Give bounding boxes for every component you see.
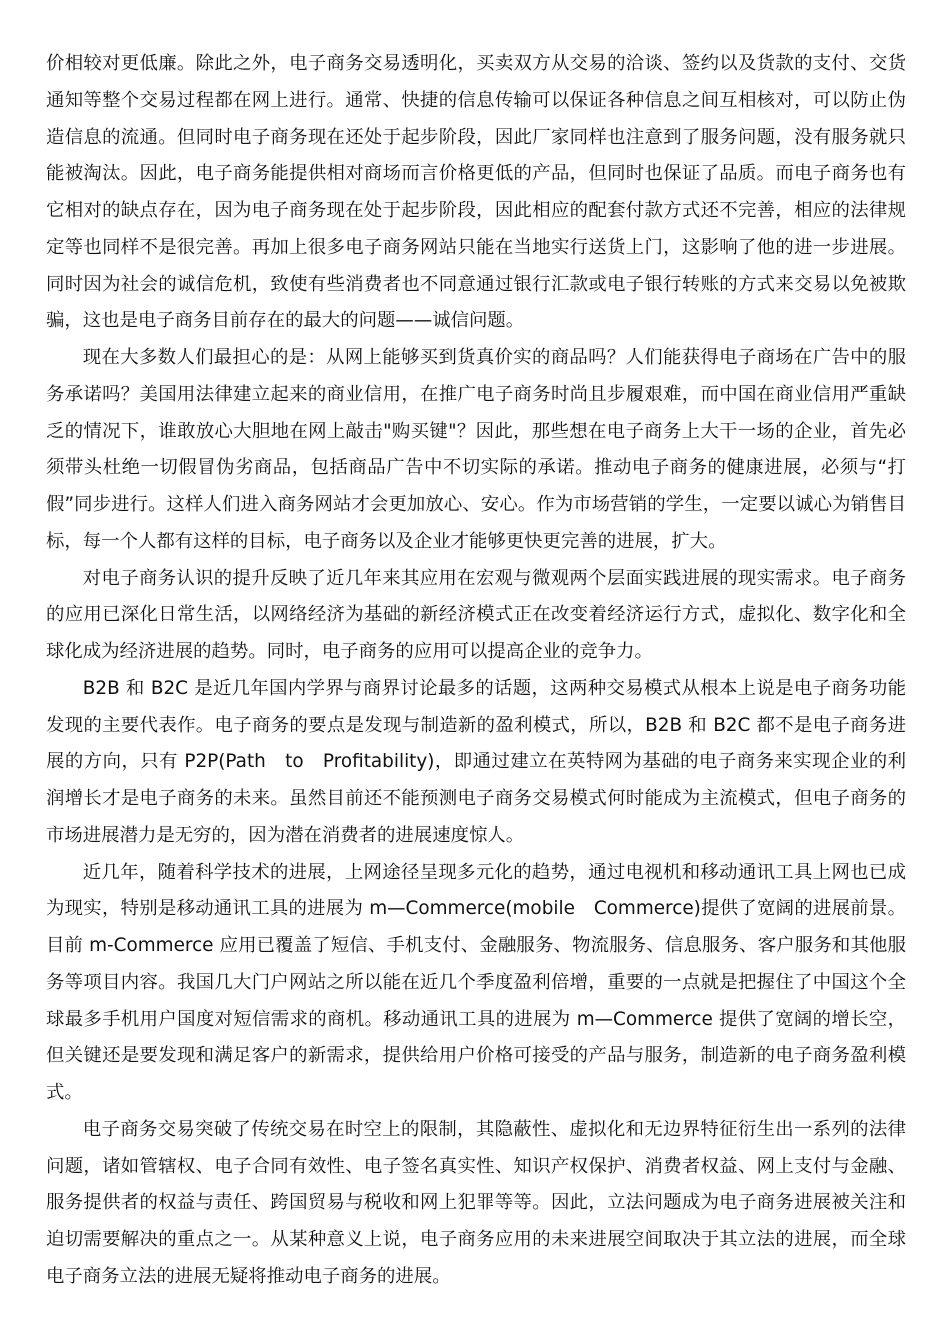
paragraph-ecommerce-application: 对电子商务认识的提升反映了近几年来其应用在宏观与微观两个层面实践进展的现实需求。电子商务的应用已深化日常生活，以网络经济为基础的新经济模式正在改变着经济运行方式，虚拟化、数字化和全球化成为经济进展的趋势。同时，电子商务的应用可以提高企业的竞争力。 [46, 567, 906, 662]
paragraph-mobile-commerce: 近几年，随着科学技术的进展，上网途径呈现多元化的趋势，通过电视机和移动通讯工具上网也已成为现实，特别是移动通讯工具的进展为 m—Commerce(mobile Commerce)提供了宽阔的进展前景。目前 m-Commerce 应用已覆盖了短信、手机支付、金融服务、物流服务、信息服务、客户服务和其他服务等项目内容。我国几大门户网站之所以能在近几个季度盈利倍增，重要的一点就是把握住了中国这个全球最多手机用户国度对短信需求的商机。移动通讯工具的进展为 m—Commerce 提供了宽阔的增长空，但关键还是要发现和满足客户的新需求，提供给用户价格可接受的产品与服务，制造新的电子商务盈利模式。 [46, 861, 906, 1103]
paragraph-continued: 价相较对更低廉。除此之外，电子商务交易透明化，买卖双方从交易的洽谈、签约以及货款的支付、交货通知等整个交易过程都在网上进行。通常、快捷的信息传输可以保证各种信息之间互相核对，可以防止伪造信息的流通。但同时电子商务现在还处于起步阶段，因此厂家同样也注意到了服务问题，没有服务就只能被淘汰。因此，电子商务能提供相对商场而言价格更低的产品，但同时也保证了品质。而电子商务也有它相对的缺点存在，因为电子商务现在处于起步阶段，因此相应的配套付款方式还不完善，相应的法律规定等也同样不是很完善。再加上很多电子商务网站只能在当地实行送货上门，这影响了他的进一步进展。同时因为社会的诚信危机，致使有些消费者也不同意通过银行汇款或电子银行转账的方式来交易以免被欺骗，这也是电子商务目前存在的最大的问题——诚信问题。 [46, 53, 906, 332]
paragraph-consumer-trust: 现在大多数人们最担心的是：从网上能够买到货真价实的商品吗？人们能获得电子商场在广告中的服务承诺吗？美国用法律建立起来的商业信用，在推广电子商务时尚且步履艰难，而中国在商业信用严重缺乏的情况下，谁敢放心大胆地在网上敲击"购买键"？因此，那些想在电子商务上大干一场的企业，首先必须带头杜绝一切假冒伪劣商品，包括商品广告中不切实际的承诺。推动电子商务的健康进展，必须与“打假”同步进行。这样人们进入商务网站才会更加放心、安心。作为市场营销的学生，一定要以诚心为销售目标，每一个人都有这样的目标，电子商务以及企业才能够更快更完善的进展，扩大。 [46, 347, 906, 552]
paragraph-b2b-b2c: B2B 和 B2C 是近几年国内学界与商界讨论最多的话题，这两种交易模式从根本上说是电子商务功能发现的主要代表作。电子商务的要点是发现与制造新的盈利模式，所以，B2B 和 B2C 都不是电子商务进展的方向，只有 P2P(Path to Profitability)，即通过建立在英特网为基础的电子商务来实现企业的利润增长才是电子商务的未来。虽然目前还不能预测电子商务交易模式何时能成为主流模式，但电子商务的市场进展潜力是无穷的，因为潜在消费者的进展速度惊人。 [46, 677, 906, 846]
paragraph-legal-issues: 电子商务交易突破了传统交易在时空上的限制，其隐蔽性、虚拟化和无边界特征衍生出一系列的法律问题，诸如管辖权、电子合同有效性、电子签名真实性、知识产权保护、消费者权益、网上支付与金融、服务提供者的权益与责任、跨国贸易与税收和网上犯罪等等。因此，立法问题成为电子商务进展被关注和迫切需要解决的重点之一。从某种意义上说，电子商务应用的未来进展空间取决于其立法的进展，而全球电子商务立法的进展无疑将推动电子商务的进展。 [46, 1118, 906, 1287]
